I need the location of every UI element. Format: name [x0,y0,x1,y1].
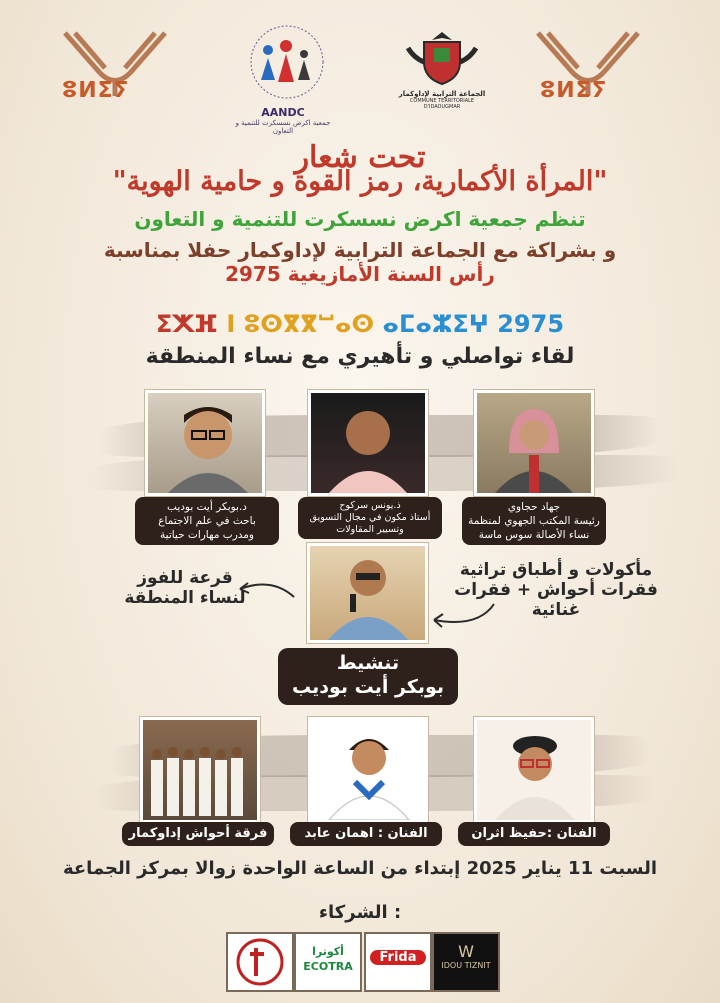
speaker-role: باحث في علم الاجتماع [158,515,256,527]
group-icon [143,720,257,820]
arrow-left-icon [232,575,296,605]
sponsor-emblem-icon [228,934,292,990]
meeting-title: لقاء تواصلي و تأهيري مع نساء المنطقة [145,344,575,369]
sponsor-logo-frida [364,932,432,992]
sponsor-logo-idou: W IDOU TIZNIT [432,932,500,992]
tifinagh-year-number: 2975 [497,310,565,338]
person-icon [477,720,591,820]
coat-of-arms-icon [398,28,486,86]
tifinagh-word-3: ⴰⵎⴰⵣⵉⵖ [382,310,489,338]
sponsor-logo-red [226,932,294,992]
artist-photo-2 [308,717,428,823]
speaker-photo-1 [145,390,265,496]
person-icon [477,393,591,493]
association-logo [228,22,346,135]
person-icon [311,720,425,820]
food-line: مأكولات و أطباق تراثية [459,560,653,580]
raffle-line-2: لنساء المنطقة [124,588,246,608]
person-icon [310,546,425,640]
under-slogan-label: تحت شعار [294,140,426,175]
artist-caption-2: الفنان : اهمان عابد [290,822,442,846]
new-year-line: رأس السنة الأمازيغية 2975 [225,262,495,286]
tifinagh-year [0,310,720,338]
sponsor-name: IDOU TIZNIT [441,961,491,970]
speaker-name: د.بوبكر أيت بوديب [167,501,247,513]
artist-photo-1 [140,717,260,823]
speaker-role: وتسيير المقاولات [336,524,404,535]
host-label: تنشيط [336,652,400,674]
host-photo [307,543,428,643]
raffle-line-1: قرعة للفوز [137,568,233,588]
right-tifinagh: ⵓⵍⵉⵢ [540,78,608,103]
commune-logo [398,28,486,128]
left-tifinagh: ⵓⵍⵉⵢ [62,78,130,103]
arrow-right-icon [428,600,498,634]
association-abbr: AANDC [261,106,305,119]
person-icon [148,393,262,493]
sponsor-name: Frida [370,950,426,965]
association-sub: جمعية اكرض نسسكرت للتنمية و التعاون [235,119,331,135]
artist-caption-3: الفنان :حفيظ اثران [458,822,610,846]
partnership-line: و بشراكة مع الجماعة الترابية لإداوكمار حفلا بمناسبة [103,238,617,262]
speaker-role: رئيسة المكتب الجهوي لمنظمة [468,515,600,527]
speaker-photo-2 [308,390,428,496]
commune-fr: COMMUNE TERRITORIALE D'IDAOUGMAR [409,98,475,110]
speaker-caption-2 [298,497,442,539]
tifinagh-word-1: ⵉⵅⴼ [155,310,219,338]
speaker-role: نساء الأصالة سوس ماسة [478,529,590,541]
tifinagh-word-2: ⵏ ⵓⵙⴳⴳⵯⴰⵙ [226,310,375,338]
speaker-name: ذ.يونس سركوح [339,500,401,511]
speaker-role: ومدرب مهارات حياتية [160,529,254,541]
host-name: بوبكر أيت بوديب [291,676,445,698]
people-logo-icon [228,22,346,102]
artist-photo-3 [474,717,594,823]
slogan-title: "المرأة الأكمارية، رمز القوة و حامية الهوية" [112,166,608,197]
person-icon [311,393,425,493]
host-box [278,648,458,705]
speaker-photo-3 [474,390,594,496]
partners-label: الشركاء : [318,902,402,923]
speaker-caption-1 [135,497,279,545]
commune-name: الجماعة الترابية لإداوكمار [398,90,486,98]
event-date: السبت 11 يناير 2025 إبتداء من الساعة الواحدة زوالا بمركز الجماعة [62,858,658,879]
sponsor-name: أكوترا ECOTRA [303,945,353,973]
sponsor-logo-ecotra [294,932,362,992]
speaker-role: أستاذ مكون في مجال التسويق [309,512,431,523]
speaker-name: جهاد حجاوي [507,501,561,513]
organizer-line: تنظم جمعية اكرض نسسكرت للتنمية و التعاون [134,207,586,231]
music-line: فقرات أحواش + فقرات غنائية [454,580,658,620]
artist-caption-1: فرقة أحواش إداوكمار [122,822,274,846]
speaker-caption-3 [462,497,606,545]
